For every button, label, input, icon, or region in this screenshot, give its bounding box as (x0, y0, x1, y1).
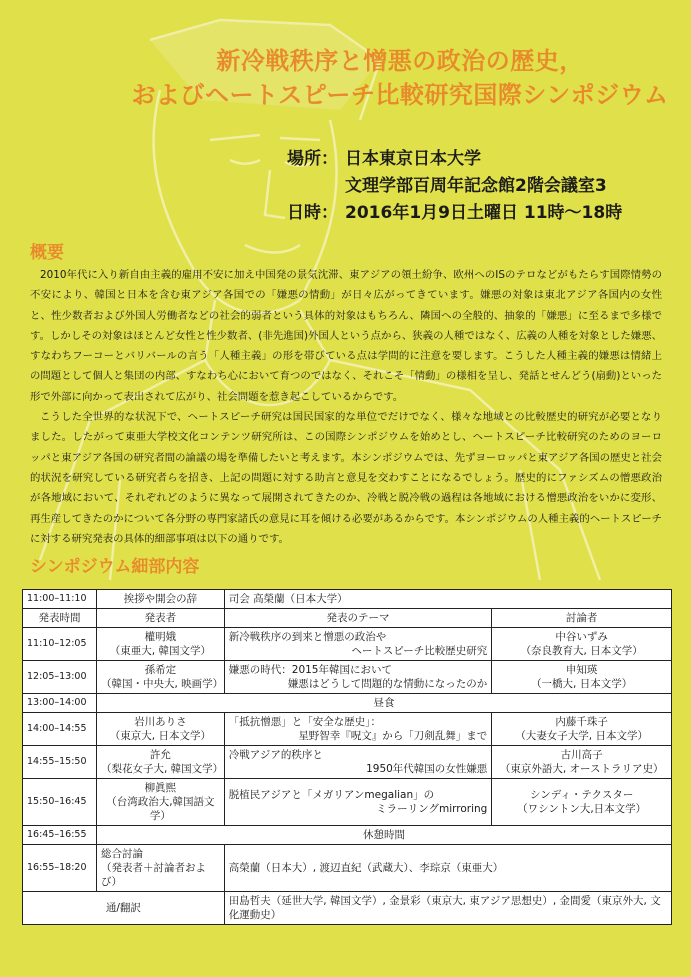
table-row (23, 845, 672, 892)
table-row (23, 713, 672, 746)
presenter-affiliation: （梨花女子大, 韓国文学） (100, 763, 224, 775)
table-row (23, 746, 672, 779)
session-time: 11:10–12:05 (23, 628, 97, 661)
date-value: 2016年1月9日土曜日 11時～18時 (345, 203, 623, 223)
title-line-2: およびヘートスピーチ比較研究国際シンポジウム (131, 81, 669, 109)
session-time: 14:00–14:55 (23, 713, 97, 746)
theme-line-2: 1950年代韓国の女性嫌悪 (366, 763, 488, 775)
table-row (23, 892, 672, 925)
presenter-cell (96, 779, 224, 826)
presenter-cell (96, 746, 224, 779)
presenter-cell (96, 713, 224, 746)
discussion-detail: 高榮蘭（日本大）, 渡辺直紀（武蔵大）、李琮京（東亜大） (224, 845, 671, 892)
interp-detail: 田島哲夫（延世大学, 韓国文学）, 金景彩（東京大, 東アジア思想史）, 金間愛（東京外大, 文化運動史） (224, 892, 671, 925)
discussant-name: 中谷いずみ (555, 631, 608, 643)
discussant-affiliation: （東京外語大, オーストラリア史） (499, 763, 664, 775)
theme-line-2: 嫌悪はどうして問題的な情動になったのか (287, 678, 488, 690)
presenter-affiliation: （東亜大, 韓国文学） (109, 645, 211, 657)
theme-line-2: 星野智幸『呪文』から「刀剣乱舞」まで (298, 730, 488, 742)
symposium-title (120, 44, 680, 112)
interp-label: 通/翻訳 (23, 892, 225, 925)
theme-cell (224, 779, 492, 826)
date-label: 日時： (287, 203, 338, 223)
presenter-name: 孫希定 (144, 664, 177, 676)
table-row (23, 661, 672, 694)
break-label: 休憩時間 (96, 826, 671, 845)
header-discussant: 討論者 (492, 609, 672, 628)
discussion-label-cell (96, 845, 224, 892)
header-presenter: 発表者 (96, 609, 224, 628)
theme-cell (224, 746, 492, 779)
table-row (23, 779, 672, 826)
abstract-paragraph-1: 2010年代に入り新自由主義的雇用不安に加え中国発の景気沈滞、東アジアの領土紛争、欧州へのISのテロなどがもたらす国際情勢の不安により、韓国と日本を含む東アジア各国での「嫌悪の情動」が日々広がってきています。嫌悪の対象は東北アジア各国内の女性と、性少数者および外国人労働者などの社会的弱者という具体的対象はもちろん、隣国への全般的、抽象的「嫌悪」に至るまで多様です。しかしその対象はほとんど女性と性少数者、(非先進国)外国人という点から、狭義の人種ではなく、広義の人種を対象とした嫌悪、すなわちフーコーとバリバールの言う「人種主義」の形を帯びている点は学問的に注意を要します。こうした人種主義的嫌悪は情緒上の問題として個人と集団の内部、すなわち心において育つのではなく、それこそ「情動」の様相を呈し、発話とせんどう(扇動)といった形で外部に向かって表出されて広がり、社会問題を惹き起こしているからです。 (30, 269, 662, 403)
discussant-name: 古川高子 (560, 749, 603, 761)
discussant-affiliation: （奈良教育大, 日本文学） (520, 645, 643, 657)
place-label: 場所： (287, 149, 338, 169)
schedule-table (22, 589, 672, 925)
session-time: 14:55–15:50 (23, 746, 97, 779)
presenter-name: 許允 (149, 749, 171, 761)
discussant-affiliation: （ワシントン大,日本文学） (517, 803, 647, 815)
theme-line-1: 冷戦アジア的秩序と (228, 749, 323, 761)
discussant-affiliation: （一橋大, 日本文学） (531, 678, 633, 690)
abstract-paragraph-2: こうした全世界的な状況下で、ヘートスピーチ研究は国民国家的な単位でだけでなく、様々な地域との比較歴史的研究が必要となりました。したがって東亜大学校文化コンテンツ研究所は、この国際シンポジウムを始めとし、ヘートスピーチ比較研究のためのヨーロッパと東アジア各国の研究者間の論議の場を準備したいと考えます。本シンポジウムでは、先ずヨーロッパと東アジア各国の歴史と社会的状況を研究している研究者らを招き、上記の問題に対する助言と意見を交わすことになるでしょう。歴史的にファシズムの憎悪政治が各地域において、それぞれどのように異なって展開されてきたのか、冷戦と脱冷戦の過程は各地域における憎悪政治をいかに変形、再生産してきたのかについて各分野の専門家諸氏の意見に耳を傾ける必要があるからです。本シンポジウムの人種主義的ヘートスピーチに対する研究発表の具体的細部事項は以下の通りです。 (30, 411, 662, 545)
abstract-body (30, 265, 662, 549)
table-header-row (23, 609, 672, 628)
opening-detail: 司会 高榮蘭（日本大学） (224, 590, 671, 609)
theme-line-1: 「抵抗憎悪」と「安全な歴史」： (228, 716, 382, 728)
discussion-label: 総合討論 (100, 848, 143, 860)
presenter-affiliation: （韓国・中央大, 映画学） (100, 678, 224, 690)
lunch-time: 13:00–14:00 (23, 694, 97, 713)
theme-line-1: 新冷戦秩序の到来と憎悪の政治や (228, 631, 387, 643)
presenter-cell (96, 661, 224, 694)
schedule-heading: シンポジウム細部内容 (30, 557, 200, 577)
opening-label: 挨拶や開会の辞 (96, 590, 224, 609)
break-time: 16:45–16:55 (23, 826, 97, 845)
header-time: 発表時間 (23, 609, 97, 628)
discussant-cell (492, 628, 672, 661)
theme-line-1: 嫌悪の時代：2015年韓国において (228, 664, 392, 676)
theme-cell (224, 661, 492, 694)
table-row (23, 826, 672, 845)
discussant-cell (492, 746, 672, 779)
presenter-name: 柳眞熙 (144, 782, 177, 794)
table-row (23, 694, 672, 713)
presenter-name: 權明娥 (144, 631, 177, 643)
table-row (23, 628, 672, 661)
place-line-1: 日本東京日本大学 (345, 149, 481, 169)
lunch-label: 昼食 (96, 694, 671, 713)
theme-cell (224, 628, 492, 661)
session-time: 12:05–13:00 (23, 661, 97, 694)
discussant-cell (492, 779, 672, 826)
discussant-name: 内藤千珠子 (555, 716, 608, 728)
header-theme: 発表のテーマ (224, 609, 492, 628)
theme-cell (224, 713, 492, 746)
abstract-heading: 概要 (30, 243, 64, 263)
theme-line-2: ヘートスピーチ比較歴史研究 (351, 645, 488, 657)
presenter-name: 岩川ありさ (134, 716, 187, 728)
presenter-affiliation: （台湾政治大,韓国語文学） (106, 796, 215, 822)
presenter-cell (96, 628, 224, 661)
discussant-name: 申知瑛 (565, 664, 598, 676)
title-line-1: 新冷戦秩序と憎悪の政治の歴史， (216, 47, 584, 75)
session-time: 15:50–16:45 (23, 779, 97, 826)
discussant-cell (492, 713, 672, 746)
place-line-2: 文理学部百周年記念館2階会議室3 (345, 176, 607, 196)
discussant-cell (492, 661, 672, 694)
table-row (23, 590, 672, 609)
discussant-affiliation: （大妻女子大学, 日本文学） (515, 730, 648, 742)
venue-info (287, 146, 622, 227)
discussion-time: 16:55–18:20 (23, 845, 97, 892)
opening-time: 11:00–11:10 (23, 590, 97, 609)
theme-line-2: ミラーリングmirroring (376, 803, 488, 815)
theme-line-1: 脱植民アジアと「メガリアンmegalian」の (228, 789, 435, 801)
presenter-affiliation: （東京大, 日本文学） (109, 730, 211, 742)
discussant-name: シンディ・テクスター (529, 789, 634, 801)
discussion-sublabel: （発表者＋討論者および） (100, 862, 206, 888)
